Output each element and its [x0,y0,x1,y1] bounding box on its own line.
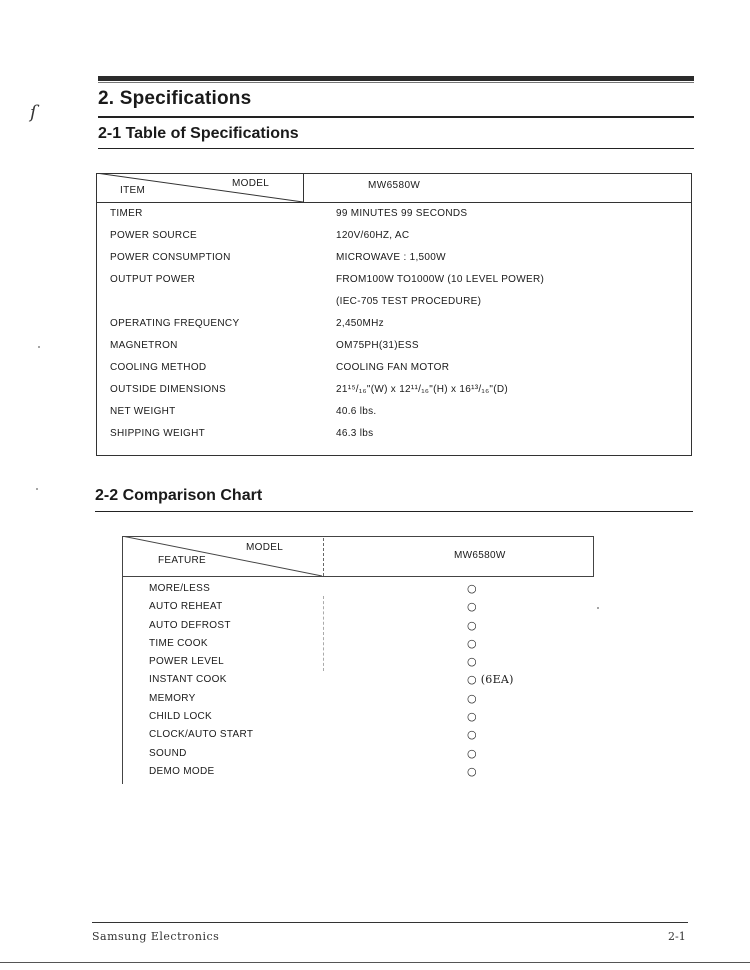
section-title: 2. Specifications [98,88,252,109]
comparison-row [122,672,594,690]
comparison-model-name: MW6580W [454,550,506,561]
comparison-header-feature-label: FEATURE [158,555,207,566]
comparison-row [122,764,594,782]
feature-label: MORE/LESS [149,583,211,594]
spec-label: POWER SOURCE [110,230,197,241]
spec-row [96,315,692,337]
comparison-header-model-label: MODEL [246,542,284,553]
feature-mark: ○ [467,710,477,724]
feature-mark: ○ [467,636,477,650]
spec-table-heading-rule [98,148,694,149]
spec-label: OUTSIDE DIMENSIONS [110,384,226,395]
feature-mark: ○ [467,691,477,705]
spec-row [96,337,692,359]
feature-mark: ○ [467,655,477,669]
comparison-rows [122,581,594,782]
spec-label: SHIPPING WEIGHT [110,428,206,439]
comparison-row [122,654,594,672]
comparison-table-right-edge [593,536,594,576]
spec-row [96,381,692,403]
feature-label: CLOCK/AUTO START [149,729,254,741]
comparison-chart-heading-rule [95,511,693,512]
spec-header-model-label: MODEL [232,178,270,189]
comparison-row [122,636,594,654]
spec-value: COOLING FAN MOTOR [336,362,450,373]
spec-model-name: MW6580W [368,180,421,191]
spec-label: OPERATING FREQUENCY [110,318,240,329]
comparison-row [122,746,594,764]
feature-mark: ○ [467,746,477,760]
spec-row [96,271,692,293]
feature-label: SOUND [149,747,187,759]
spec-label: OUTPUT POWER [110,274,196,285]
margin-mark: ſ [30,102,37,123]
scan-speck [597,607,599,609]
bottom-scan-line [0,962,750,963]
feature-label: CHILD LOCK [149,711,213,723]
spec-value: 99 MINUTES 99 SECONDS [336,208,468,219]
feature-label: INSTANT COOK [149,674,227,686]
spec-value: MICROWAVE : 1,500W [336,252,446,263]
feature-label: AUTO REHEAT [149,601,223,613]
comparison-row [122,709,594,727]
comparison-header-column-divider [323,538,325,576]
spec-value: 120V/60HZ, AC [336,230,410,241]
footer-company: Samsung Electronics [92,930,220,943]
spec-rows [96,205,692,447]
spec-row [96,205,692,227]
scan-speck [38,346,40,348]
comparison-row [122,599,594,617]
feature-mark: ○ (6EA) [467,673,514,687]
spec-value: 2,450MHz [336,318,384,329]
spec-row [96,249,692,271]
comparison-chart-heading: 2-2 Comparison Chart [95,487,263,504]
comparison-row [122,727,594,745]
spec-table-heading: 2-1 Table of Specifications [98,125,299,142]
top-scan-line [98,82,694,83]
spec-header-divider [96,202,692,203]
spec-header-item-label: ITEM [120,185,146,196]
feature-label: POWER LEVEL [149,656,224,668]
feature-mark: ○ [467,764,477,778]
footer-page-number: 2-1 [668,930,686,943]
spec-label: MAGNETRON [110,340,178,351]
feature-label: MEMORY [149,692,196,704]
feature-label: AUTO DEFROST [149,619,231,631]
top-scan-bar [98,76,694,81]
feature-mark: ○ [467,600,477,614]
comparison-row [122,581,594,599]
feature-mark: ○ [467,618,477,632]
feature-mark: ○ [467,582,477,595]
scan-speck [36,488,38,490]
spec-label: TIMER [110,208,143,219]
comparison-header-divider [122,576,594,577]
comparison-header-diagonal [122,536,324,577]
spec-value: FROM100W TO1000W (10 LEVEL POWER) [336,274,545,285]
spec-label: COOLING METHOD [110,362,207,373]
spec-label: POWER CONSUMPTION [110,252,231,263]
spec-row [96,293,692,315]
spec-value: 46.3 lbs [336,428,374,439]
feature-label: TIME COOK [149,637,208,649]
comparison-row [122,618,594,636]
spec-header-column-divider [303,173,304,203]
feature-mark: ○ [467,728,477,742]
feature-label: DEMO MODE [149,765,215,777]
spec-row [96,359,692,381]
section-title-rule [98,116,694,118]
spec-row [96,403,692,425]
comparison-row [122,691,594,709]
spec-row [96,227,692,249]
spec-value: 40.6 lbs. [336,406,377,417]
spec-row [96,425,692,447]
footer-rule [92,922,688,923]
spec-value: (IEC-705 TEST PROCEDURE) [336,296,482,307]
spec-value: OM75PH(31)ESS [336,340,419,351]
spec-label: NET WEIGHT [110,406,176,417]
spec-value: 21¹⁵/₁₆"(W) x 12¹¹/₁₆"(H) x 16¹³/₁₆"(D) [336,384,509,395]
